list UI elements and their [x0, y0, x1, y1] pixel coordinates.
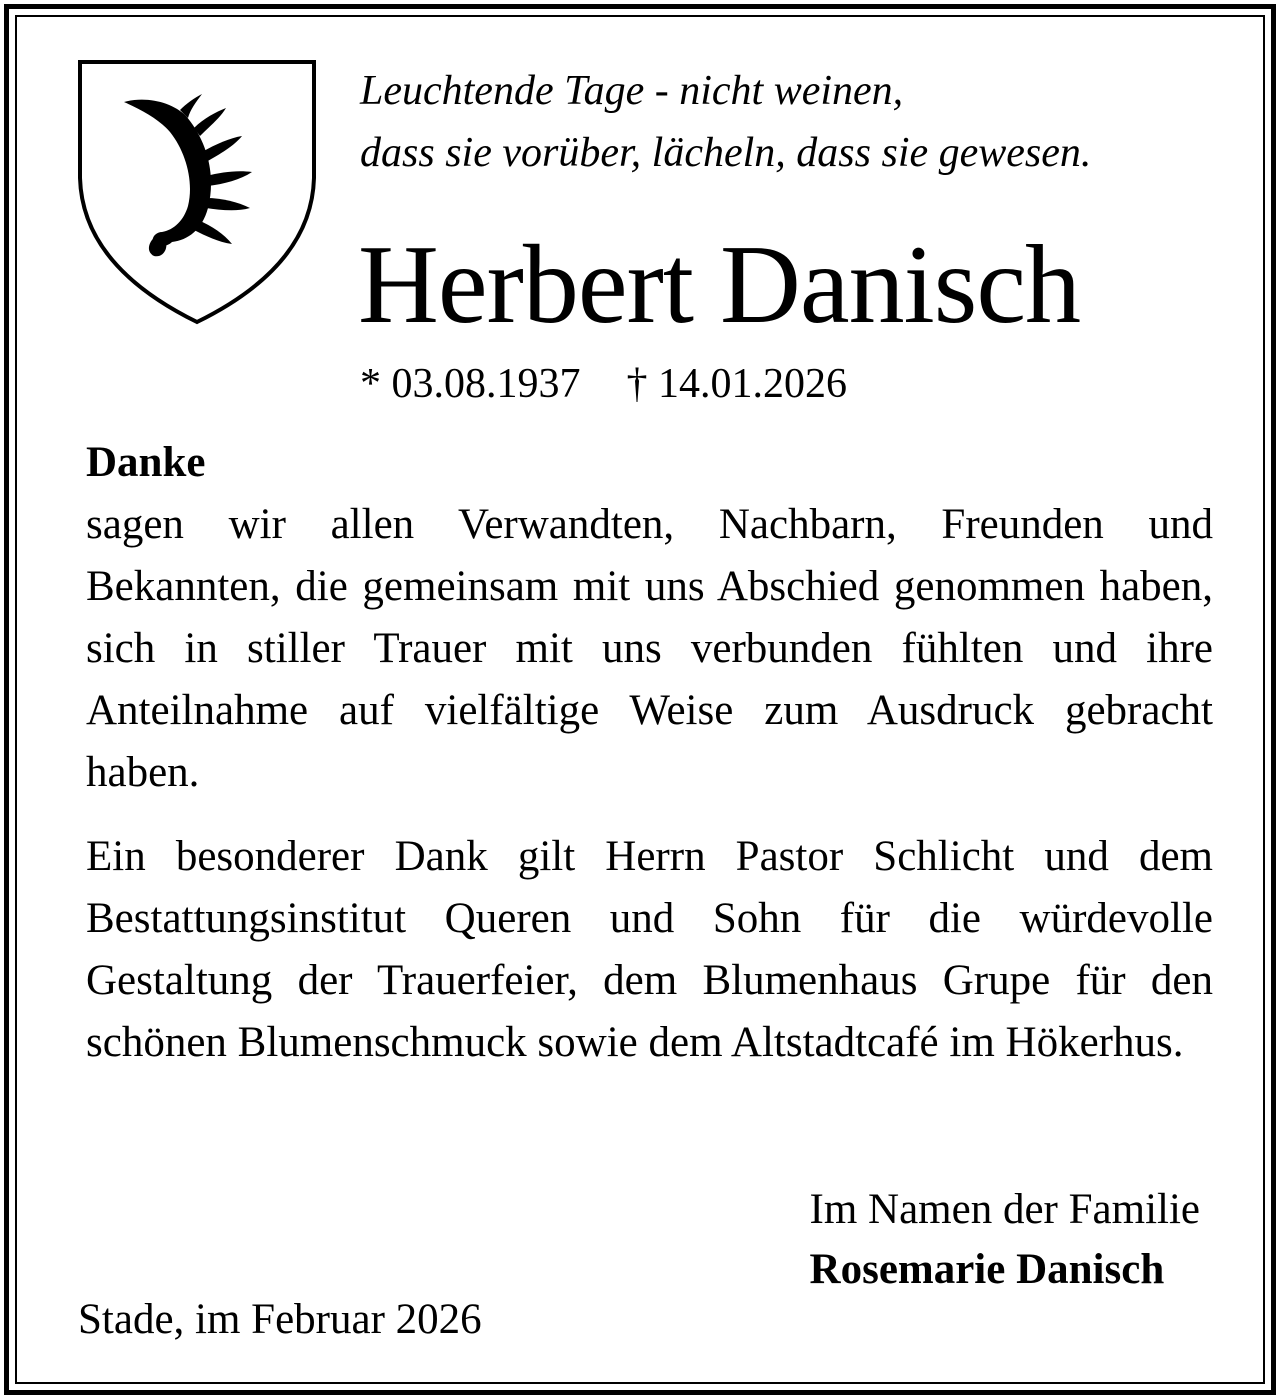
- thanks-heading: Danke: [86, 439, 206, 486]
- antler-coat-of-arms-icon: [76, 58, 318, 326]
- deceased-name: Herbert Danisch: [358, 223, 1081, 347]
- place-date: Stade, im Februar 2026: [78, 1296, 482, 1343]
- signer-name: Rosemarie Danisch: [809, 1246, 1165, 1293]
- life-dates: [360, 356, 847, 412]
- thanks-paragraph-2: Ein besonderer Dank gilt Herrn Pastor Schlicht und dem Bestattungsinstitut Queren und Sohn für die würdevolle Gestaltung der Trauerfeier, dem Blumenhaus Grupe für den schönen Blumenschmuck sowie dem Altstadtcafé im Hökerhus.: [86, 833, 1213, 1066]
- signature-line: Im Namen der Familie: [809, 1186, 1200, 1233]
- quote-line-2: dass sie vorüber, lächeln, dass sie gewesen.: [360, 130, 1092, 176]
- thanks-paragraph-1: sagen wir allen Verwandten, Nachbarn, Freunden und Bekannten, die gemeinsam mit uns Abschied genommen haben, sich in stiller Trauer mit uns verbunden fühlten und ihre Anteilnahme auf vielfältige Weise zum Ausdruck gebracht haben.: [86, 501, 1213, 796]
- death-date: † 14.01.2026: [626, 361, 847, 407]
- signature-block: [810, 1180, 1200, 1300]
- thanks-text: [86, 432, 1213, 1074]
- memorial-quote: [360, 60, 1240, 184]
- quote-line-1: Leuchtende Tage - nicht weinen,: [360, 68, 904, 114]
- birth-date: * 03.08.1937: [360, 361, 581, 407]
